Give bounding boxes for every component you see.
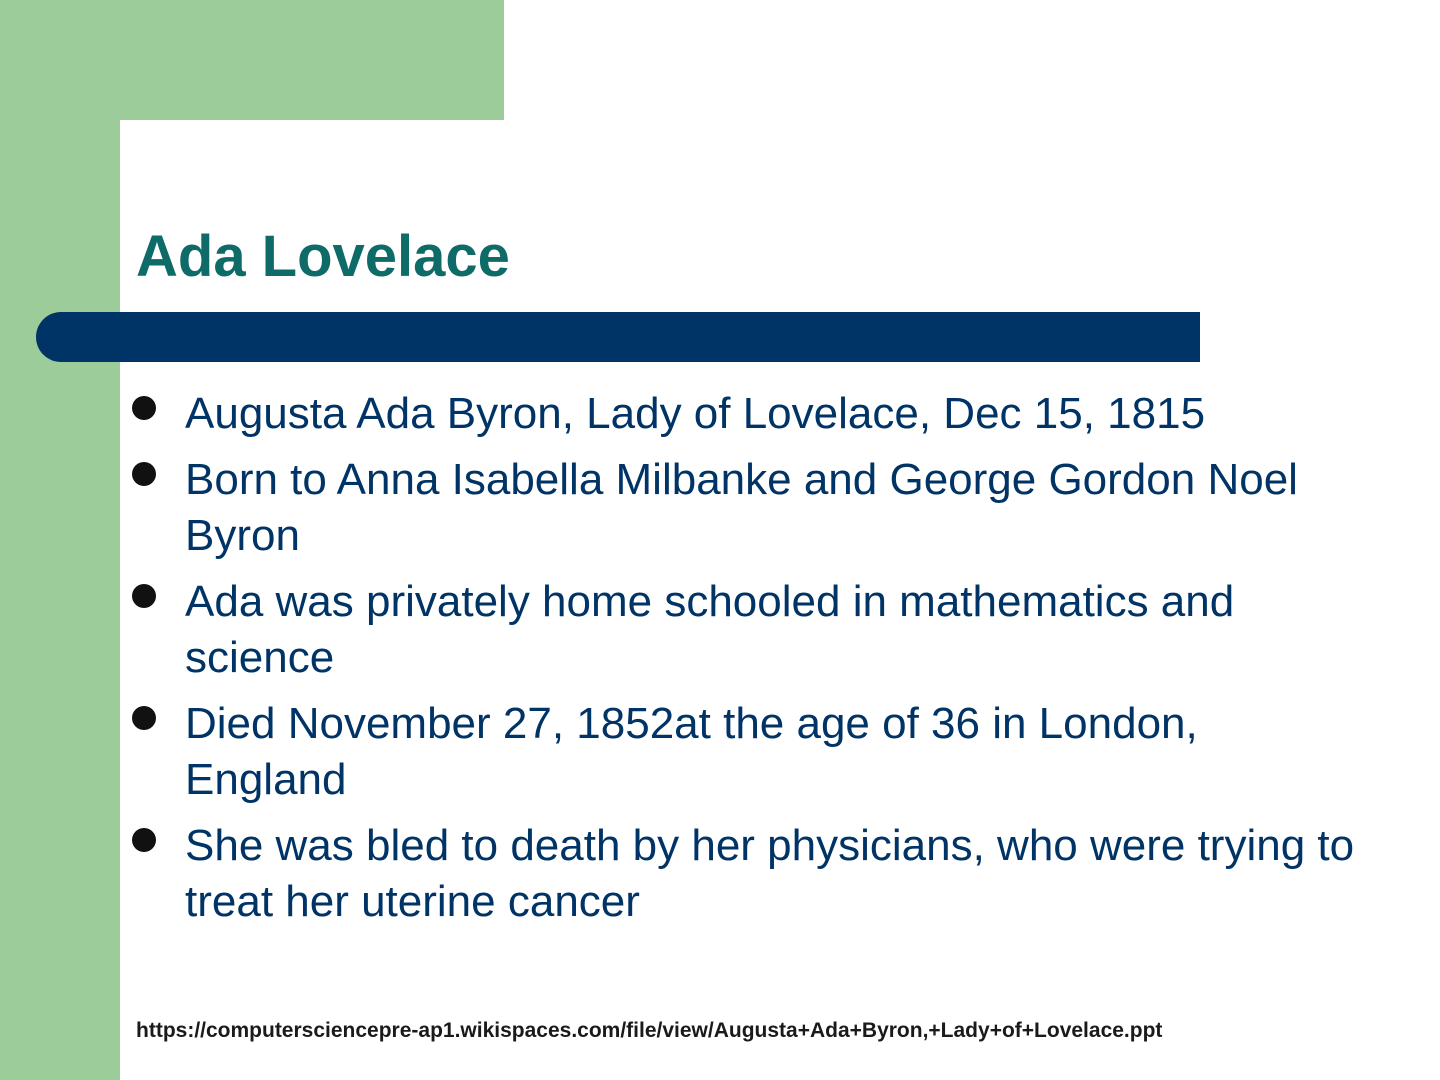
source-url-link[interactable]: https://computersciencepre-ap1.wikispaces.com/file/view/Augusta+Ada+Byron,+Lady+of+Lovelace.ppt bbox=[136, 1019, 1163, 1042]
bullet-text: She was bled to death by her physicians, who were trying to treat her uterine cancer bbox=[185, 821, 1355, 926]
bullet-dot-icon bbox=[132, 584, 156, 608]
bullet-text: Ada was privately home schooled in mathematics and science bbox=[185, 577, 1235, 682]
list-item bbox=[130, 574, 1370, 686]
list-item bbox=[130, 818, 1370, 930]
decorative-green-top-block bbox=[0, 0, 504, 120]
list-item bbox=[130, 452, 1370, 564]
bullet-text: Died November 27, 1852at the age of 36 in London, England bbox=[185, 699, 1198, 804]
decorative-green-sidebar bbox=[0, 0, 120, 1080]
bullet-text: Augusta Ada Byron, Lady of Lovelace, Dec 15, 1815 bbox=[185, 389, 1206, 438]
bullet-list bbox=[130, 386, 1370, 940]
bullet-dot-icon bbox=[132, 462, 156, 486]
list-item bbox=[130, 386, 1370, 442]
bullet-dot-icon bbox=[132, 396, 156, 420]
bullet-dot-icon bbox=[132, 828, 156, 852]
bullet-dot-icon bbox=[132, 706, 156, 730]
title-underline-bar bbox=[36, 312, 1200, 362]
slide-title: Ada Lovelace bbox=[136, 224, 510, 289]
list-item bbox=[130, 696, 1370, 808]
bullet-text: Born to Anna Isabella Milbanke and George Gordon Noel Byron bbox=[185, 455, 1298, 560]
